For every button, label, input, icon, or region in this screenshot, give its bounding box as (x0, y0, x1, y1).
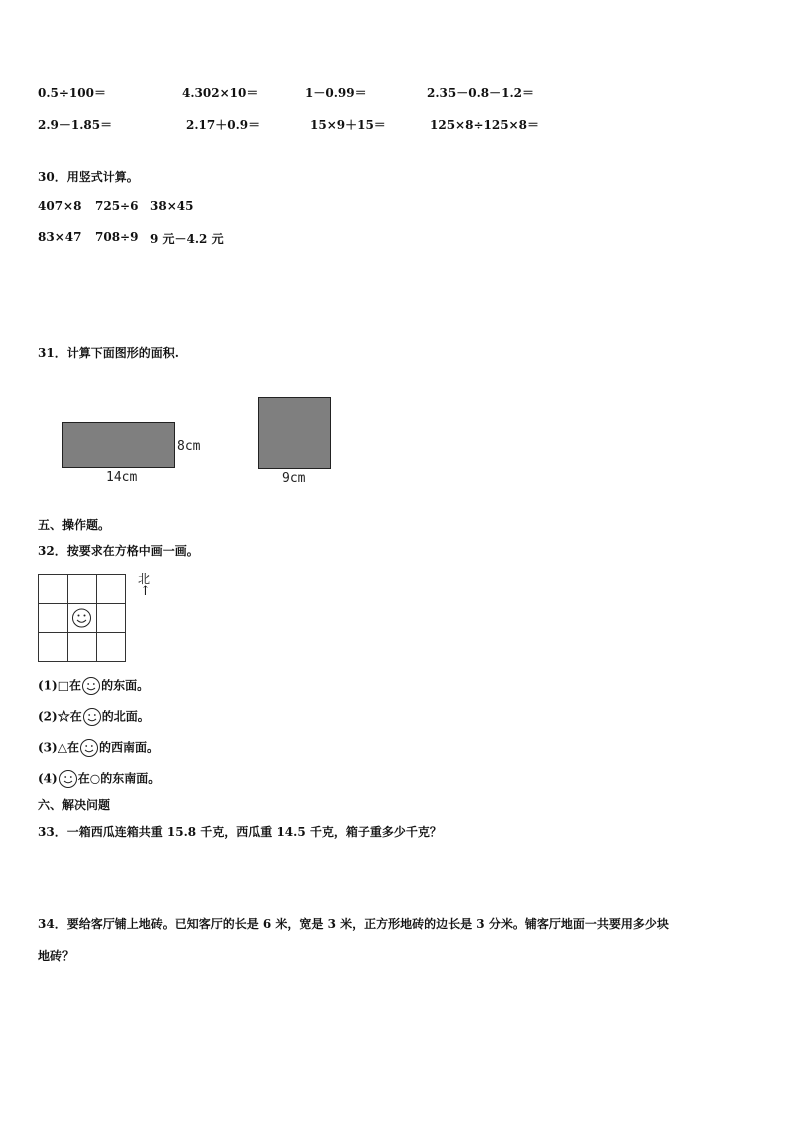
q30-1-1: 407×8 (38, 199, 82, 213)
q32-item-1-pre: □在 (57, 678, 82, 693)
q30-2-2: 708÷9 (95, 230, 139, 244)
arith-1-2: 4.302×10＝ (182, 86, 259, 100)
smiley-face-icon (58, 769, 78, 789)
smiley-face-icon (68, 604, 96, 632)
q32-item-4-num: (4) (38, 771, 58, 786)
arith-1-1: 0.5÷100＝ (38, 86, 106, 100)
q30-2-3: 9 元－4.2 元 (150, 232, 224, 246)
q32-item-2-num: (2) (38, 709, 58, 724)
q32-item-1-post: 的东面。 (101, 678, 150, 693)
q34-line-2: 地砖？ (38, 949, 75, 963)
q32-item-2-post: 的北面。 (101, 709, 150, 724)
grid-cell (39, 633, 68, 662)
q31-title: 31．计算下面图形的面积. (38, 346, 179, 360)
q30-1-3: 38×45 (150, 199, 194, 213)
rectangle-shape (62, 422, 175, 468)
grid-cell (97, 604, 126, 633)
q33-text: 33．一箱西瓜连箱共重 15.8 千克，西瓜重 14.5 千克，箱子重多少千克？ (38, 825, 442, 839)
square-side-label: 9cm (282, 471, 306, 486)
section5-title: 五、操作题。 (38, 518, 111, 532)
north-label: 北 (138, 572, 151, 586)
arith-2-3: 15×9＋15＝ (310, 118, 386, 132)
arith-1-4: 2.35－0.8－1.2＝ (427, 86, 534, 100)
q32-item-2-pre: ☆在 (57, 709, 82, 724)
q32-item-4-post: 在○的东南面。 (77, 771, 161, 786)
rect-height-label: 8cm (177, 439, 201, 454)
arith-1-3: 1－0.99＝ (305, 86, 367, 100)
smiley-face-icon (82, 707, 102, 727)
grid-cell (68, 633, 97, 662)
q32-item-3-num: (3) (38, 740, 58, 755)
grid-cell (39, 604, 68, 633)
q32-title: 32．按要求在方格中画一画。 (38, 544, 199, 558)
q32-item-4 (38, 769, 160, 789)
square-shape (258, 397, 331, 469)
q32-item-1 (38, 676, 149, 696)
direction-grid (38, 574, 126, 662)
q34-line-1: 34．要给客厅铺上地砖。已知客厅的长是 6 米，宽是 3 米，正方形地砖的边长是 3 分米。铺客厅地面一共要用多少块 (38, 917, 669, 931)
q30-2-1: 83×47 (38, 230, 82, 244)
grid-cell (39, 575, 68, 604)
q30-1-2: 725÷6 (95, 199, 139, 213)
north-arrow-icon: ↑ (140, 584, 151, 599)
q30-title: 30．用竖式计算。 (38, 170, 139, 184)
q32-item-3-post: 的西南面。 (98, 740, 159, 755)
smiley-face-icon (79, 738, 99, 758)
grid-cell (97, 633, 126, 662)
grid-cell (68, 575, 97, 604)
arith-2-1: 2.9－1.85＝ (38, 118, 113, 132)
smiley-face-icon (81, 676, 101, 696)
section6-title: 六、解决问题 (38, 798, 111, 812)
q32-item-3 (38, 738, 159, 758)
grid-cell-center (68, 604, 97, 633)
grid-cell (97, 575, 126, 604)
arith-2-4: 125×8÷125×8＝ (430, 118, 539, 132)
q32-item-2 (38, 707, 150, 727)
q32-item-3-pre: △在 (57, 740, 79, 755)
arith-2-2: 2.17＋0.9＝ (186, 118, 261, 132)
q32-item-1-num: (1) (38, 678, 58, 693)
rect-width-label: 14cm (106, 470, 138, 485)
